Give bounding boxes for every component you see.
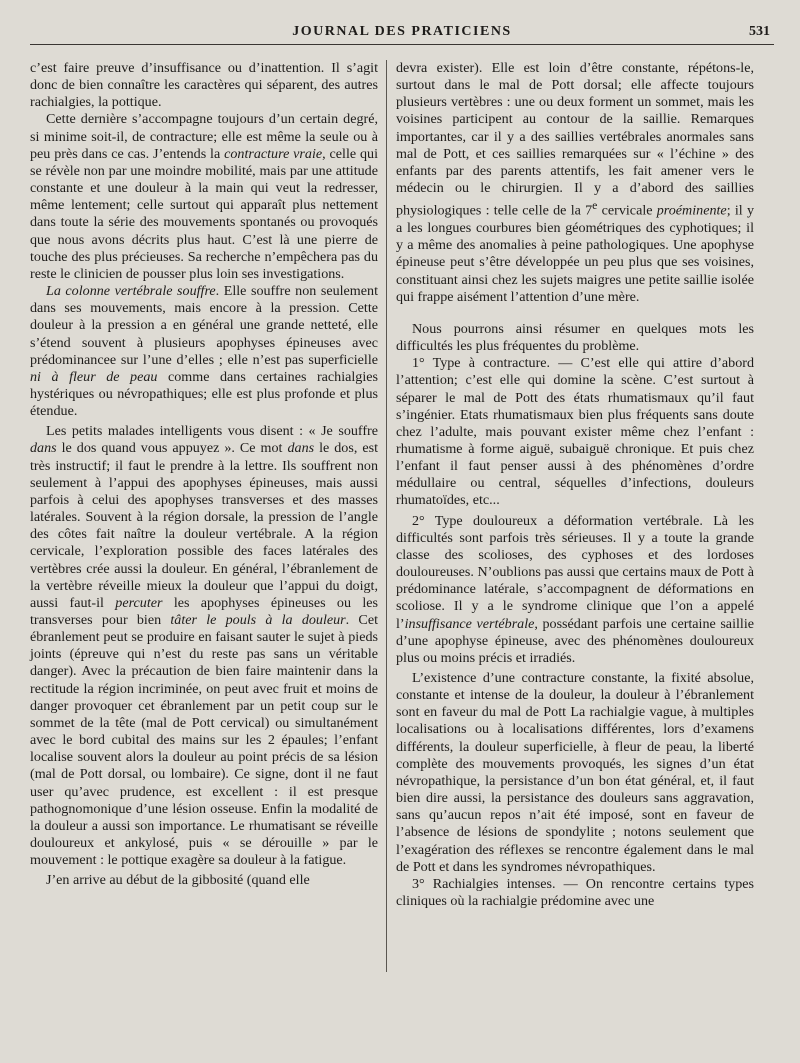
paragraph: J’en arrive au début de la gibbosité (quand elle <box>46 872 310 889</box>
column-divider <box>386 60 387 972</box>
running-head <box>30 20 774 45</box>
paragraph: devra exister). Elle est loin d’être constante, répétons-le, surtout dans le mal de Pott dorsal; elle affecte toujours plusieurs vertèbres : une ou deux forment un sommet, mais les voisines participent au contour de la saillie. Remarques importantes, car il y a des saillies vertébrales anormales sans mal de Pott, et ces saillies remarquées sur « l’échine » des enfants par des parents attentifs, les fait amener vers le médecin ou le chirurgien. Il y a d’abord des saillies physiologiques : telle celle de la 7e cervicale proéminente; il y a les longues courbures bien géométriques des cyphotiques; il y a même des anomalies à peine pathologiques. Une apophyse épineuse peut s’être développée un peu plus que ses voisines, constituant ainsi chez les sujets maigres une petite saillie isolée qui frappe aisément l’attention d’une mère. <box>396 60 754 305</box>
journal-title: JOURNAL DES PRATICIENS <box>292 24 512 39</box>
paragraph: c’est faire preuve d’insuffisance ou d’inattention. Il s’agit donc de bien connaître les caractères qui séparent, des autres rachialgies, la pottique. <box>30 60 378 111</box>
paragraph: 1° Type à contracture. — C’est elle qui attire d’abord l’attention; c’est elle qui domine la scène. C’est surtout à séparer le mal de Pott des états rhumatismaux qu’il faut s’ingénier. Etats rhumatismaux bien plus fréquents sans doute chez l’adulte, mais pouvant exister même chez l’enfant : rhumatisme à forme aiguë, subaiguë chronique. Et puis chez l’enfant il faut penser aussi à des phénomènes d’ordre médullaire ou central, séquelles d’infections, douleurs rhumatoïdes, etc... <box>396 355 754 509</box>
paragraph: Cette dernière s’accompagne toujours d’un certain degré, si minime soit-il, de contracture; elle est même la seule ou à peu près dans ce cas. J’entends la contracture vraie, celle qui se révèle non par une moindre mobilité, mais par une attitude constante et une douleur à la main qui veut la redresser, même lentement; celle surtout qui apparaît plus nettement dans toute la série des mouvements spontanés ou provoqués que nous avons décrits plus haut. C’est là une pierre de touche des plus précieuses. Sa recherche n’empêchera pas du reste le clinicien de pousser plus loin ses investigations. <box>30 111 378 282</box>
paragraph: 3° Rachialgies intenses. — On rencontre certains types cliniques où la rachialgie prédomine avec une <box>396 875 754 910</box>
right-column <box>396 60 754 910</box>
paragraph: Nous pourrons ainsi résumer en quelques mots les difficultés les plus fréquentes du problème. <box>396 320 754 355</box>
left-column <box>30 60 378 890</box>
paragraph: L’existence d’une contracture constante, la fixité absolue, constante et intense de la douleur, la douleur à l’ébranlement sont en faveur du mal de Pott La rachialgie vague, à multiples localisations ou à localisations différentes, lors d’examens différents, la douleur superficielle, à fleur de peau, la liberté complète des mouvements provoqués, les signes d’un état névropathique, la persistance d’un bon état général, et, il faut bien dire aussi, la persistance des douleurs sans aggravation, sans qu’aucun repos n’ait été imposé, sont en faveur de l’absence de lésions de spondylite ; notons seulement que l’exagération des réflexes se rencontre également dans le mal de Pott et dans les syndromes névropathiques. <box>396 670 754 875</box>
paragraph: Les petits malades intelligents vous disent : « Je souffre dans le dos quand vous appuyez ». Ce mot dans le dos, est très instructif; il faut le prendre à la lettre. Ils souffrent non seulement à l’appui des apophyses épineuses, mais aussi parfois à celui des apophyses transverses et des masses latérales. Souvent à la région dorsale, la pression de l’angle des côtes fait naître la douleur vertébrale. A la région cervicale, l’exploration possible des faces latérales des vertèbres crée aussi la douleur. En général, l’ébranlement de la vertèbre réveille mieux la douleur que l’appui du doigt, aussi faut-il percuter les apophyses épineuses ou les transverses pour bien tâter le pouls à la douleur. Cet ébranlement peut se produire en faisant sauter le sujet à pieds joints (épreuve qui n’est du reste pas sans un véritable danger). Avec la précaution de bien faire maintenir dans la rectitude la région incriminée, on peut avec fruit et moins de danger provoquer cet ébranlement par un petit coup sur le sommet de la tête (mal de Pott cervical) ou simultanément avec le bord cubital des mains sur les 2 épaules; l’enfant localise souvent alors la douleur au point précis de sa lésion (mal de Pott dorsal, ou lombaire). Ce signe, dont il ne faut user qu’avec prudence, est excellent : il est presque pathognomonique d’une lésion osseuse. Enfin la modalité de la douleur a aussi son importance. Le rhumatisant se réveille douloureux et ankylosé, puis « se dérouille » par le mouvement : le pottique exagère sa douleur à la fatigue. <box>30 423 379 869</box>
page-number: 531 <box>749 24 770 39</box>
paragraph: 2° Type douloureux a déformation vertébrale. Là les difficultés sont parfois très sérieuses. Il y a toute la grande classe des scolioses, des cyphoses et des lordoses douloureuses. N’oublions pas aussi que certains maux de Pott à prédominance latérale, s’accompagnent de déformations en scoliose. Il y a le syndrome clinique que l’on a appelé l’insuffisance vertébrale, possédant parfois une certaine saillie d’une apophyse épineuse, avec des phénomènes douloureux plus ou moins précis et irradiés. <box>396 512 754 666</box>
paragraph: La colonne vertébrale souffre. Elle souffre non seulement dans ses mouvements, mais encore à la pression. Cette douleur à la pression a en général une grande netteté, elle s’étend souvent à plusieurs apophyses épineuses avec prédominancee sur l’une d’elles ; elle n’est pas superficielle ni à fleur de peau comme dans certaines rachialgies hystériques ou névropathiques; elle est plus profonde et plus étendue. <box>30 283 379 420</box>
